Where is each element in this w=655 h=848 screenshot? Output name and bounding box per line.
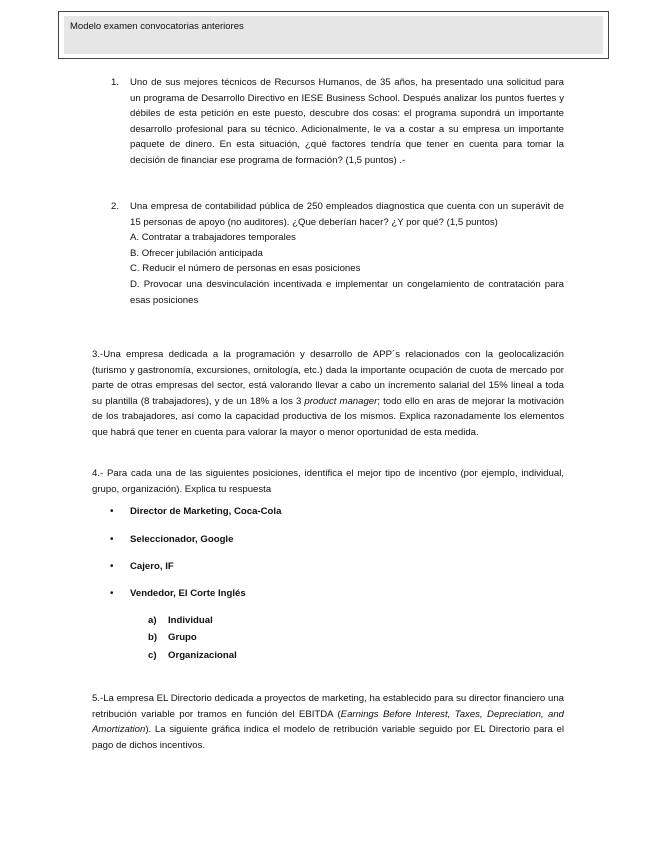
q2-option-d: D. Provocar una desvinculación incentivada e implementar un congelamiento de contratación para esas posiciones xyxy=(130,278,564,306)
incentive-individual: Individual xyxy=(168,615,213,626)
q3-text-part2: ; todo ello en aras de mejorar la motivación de los trabajadores, así como la capacidad productiva de los mismos. Explica razonadamente los elementos que habrá que tener en cuenta para valorar la mayor o menor oportunidad de esta medida. xyxy=(92,395,564,438)
q4-text: 4.- Para cada una de las siguientes posiciones, identifica el mejor tipo de incentivo (por ejemplo, individual, grupo, organización). Explica tu respuesta xyxy=(92,468,564,495)
header-shading xyxy=(64,16,603,54)
bullet: • xyxy=(110,588,114,599)
question-1 xyxy=(130,75,564,169)
question-4 xyxy=(92,466,564,497)
q3-text-italic: product manager xyxy=(304,395,378,407)
document-title: Modelo examen convocatorias anteriores xyxy=(70,21,244,32)
q3-text-part1: 3.-Una empresa dedicada a la programación y desarrollo de APP´s relacionados con la geolocalización (turismo y gastronomía, excursiones, ornitología, etc.) dada la importante ocupación de cuota de mercado por parte de otras empresas del sector, está valorando llevar a cabo un incremento salarial del 15% lineal a toda su plantilla (8 trabajadores), y de un 18% a los 3 xyxy=(92,349,564,407)
incentive-organizacional: Organizacional xyxy=(168,650,237,661)
bullet: • xyxy=(110,534,114,545)
position-3: Cajero, IF xyxy=(130,561,174,572)
q5-text-part1: 5.-La empresa EL Directorio dedicada a proyectos de marketing, ha establecido para su director financiero una retribución variable por tramos en función del EBITDA ( xyxy=(92,693,564,720)
q2-number: 2. xyxy=(111,201,120,212)
q1-number: 1. xyxy=(111,77,120,88)
position-1: Director de Marketing, Coca-Cola xyxy=(130,506,282,517)
header-box xyxy=(58,11,609,59)
incentive-letter-c: c) xyxy=(148,650,157,661)
incentive-letter-a: a) xyxy=(148,615,157,626)
q5-text-part2: ). La siguiente gráfica indica el modelo de retribución variable seguido por EL Directorio para el pago de dichos incentivos. xyxy=(92,724,564,751)
position-2: Seleccionador, Google xyxy=(130,534,234,545)
incentive-grupo: Grupo xyxy=(168,632,197,643)
question-5 xyxy=(92,691,564,753)
question-2 xyxy=(130,199,564,308)
q1-text: Uno de sus mejores técnicos de Recursos Humanos, de 35 años, ha presentado una solicitud para un programa de Desarrollo Directivo en IESE Business School. Después analizar los puntos fuertes y débiles de esta petición en este puesto, descubre dos cosas: el programa supondrá un importante desarrollo profesional para su técnico. Adicionalmente, le va a costar a su empresa un importante paquete de dinero. En esta situación, ¿qué factores tendría que tener en cuenta para tomar la decisión de financiar ese programa de formación? (1,5 puntos) .- xyxy=(130,77,564,166)
q3-text xyxy=(92,347,564,441)
q5-text-italic: Earnings Before Interest, Taxes, Depreciation, and Amortization xyxy=(92,708,565,736)
incentive-letter-b: b) xyxy=(148,632,158,643)
q2-text: Una empresa de contabilidad pública de 250 empleados diagnostica que cuenta con un superávit de 15 personas de apoyo (no auditores). ¿Que deberían hacer? ¿Y por qué? (1,5 puntos) xyxy=(130,201,564,228)
q2-option-a: A. Contratar a trabajadores temporales xyxy=(130,232,296,244)
q5-text xyxy=(92,691,564,753)
bullet: • xyxy=(110,506,114,517)
q2-option-b: B. Ofrecer jubilación anticipada xyxy=(130,247,263,259)
question-3 xyxy=(92,347,564,441)
q2-option-c: C. Reducir el número de personas en esas posiciones xyxy=(130,263,361,275)
bullet: • xyxy=(110,561,114,572)
position-4: Vendedor, El Corte Inglés xyxy=(130,588,246,599)
